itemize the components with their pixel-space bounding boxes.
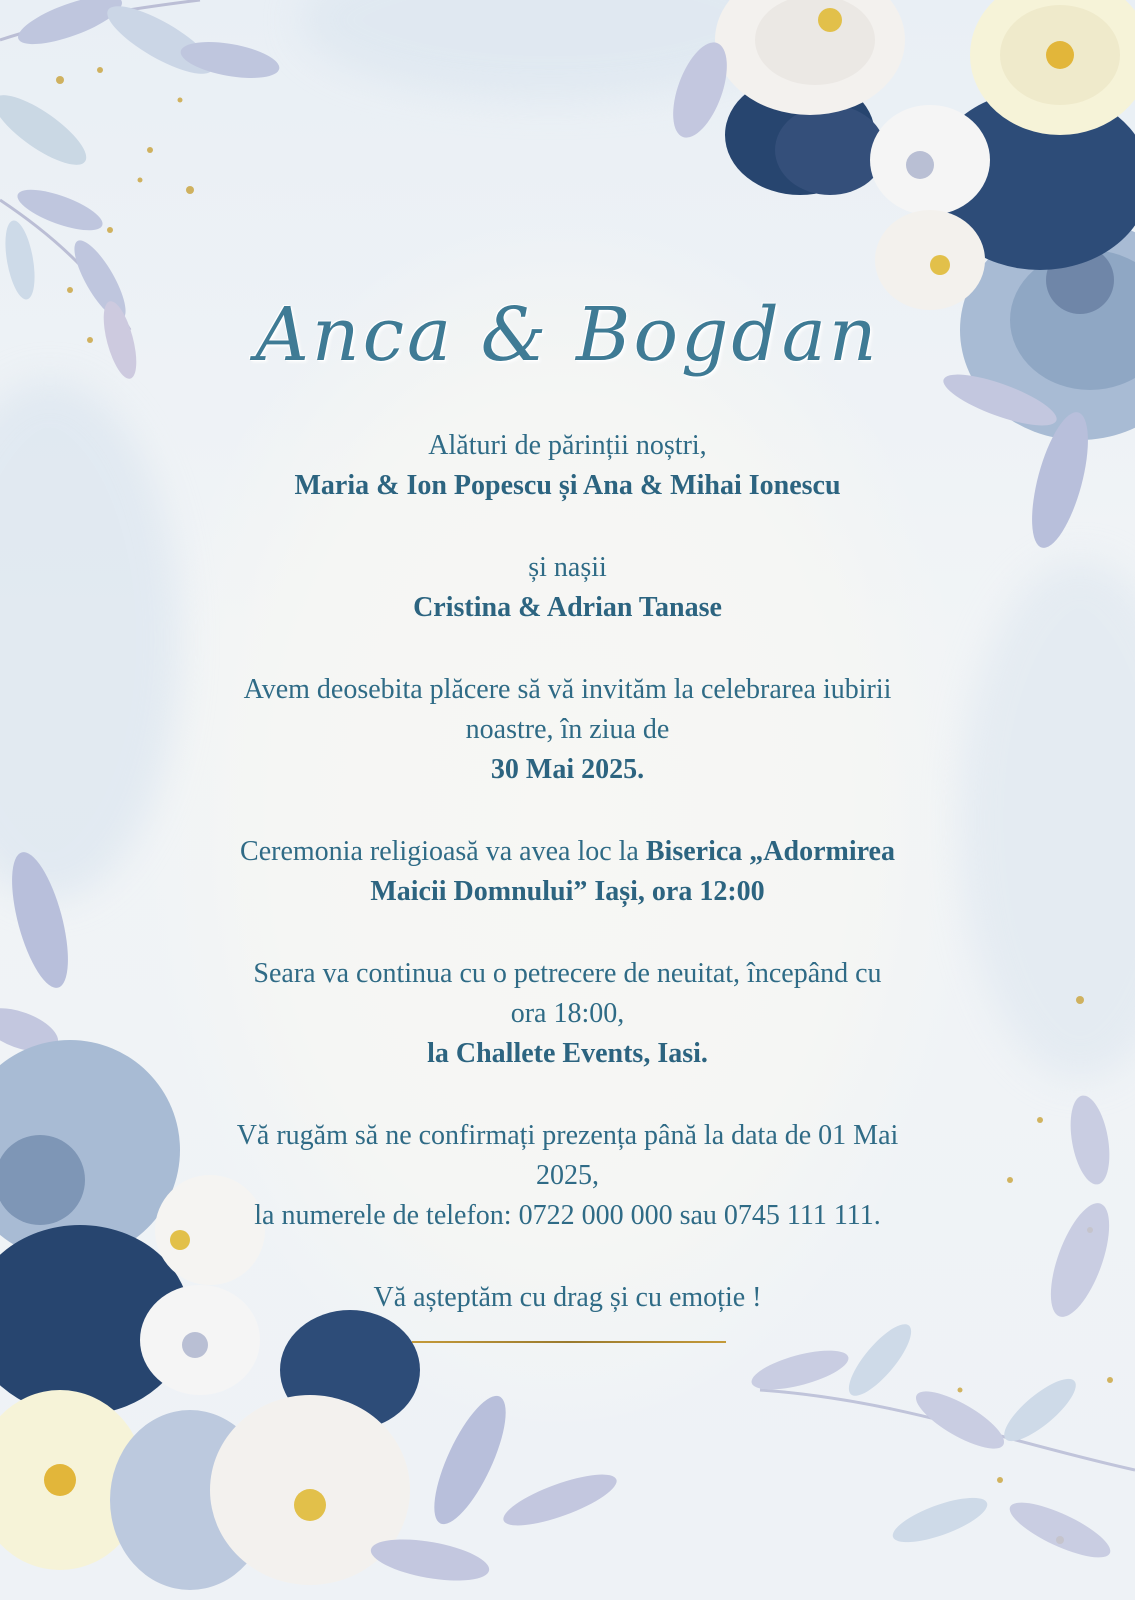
rsvp-phone-numbers: la numerele de telefon: 0722 000 000 sau 0745 111 111. bbox=[254, 1200, 881, 1231]
party-venue: la Challete Events, Iasi. bbox=[427, 1038, 708, 1069]
invitation-line-1: Avem deosebita plăcere să vă invităm la celebrarea iubirii bbox=[243, 674, 892, 705]
invitation-line-2: noastre, în ziua de bbox=[465, 714, 670, 745]
closing-line: Vă așteptăm cu drag și cu emoție ! bbox=[373, 1282, 762, 1313]
couple-names: Anca & Bogdan bbox=[255, 292, 880, 378]
gold-divider bbox=[412, 1341, 726, 1343]
godparents-names: Cristina & Adrian Tanase bbox=[413, 592, 722, 623]
rsvp-line-2: 2025, bbox=[536, 1160, 599, 1191]
wedding-date: 30 Mai 2025. bbox=[490, 754, 645, 785]
intro-line: Alături de părinții noștri, bbox=[428, 430, 707, 461]
party-time: ora 18:00, bbox=[510, 998, 625, 1029]
party-line-1: Seara va continua cu o petrecere de neuitat, începând cu bbox=[253, 958, 882, 989]
rsvp-line-1: Vă rugăm să ne confirmați prezența până la data de 01 Mai bbox=[236, 1120, 899, 1151]
ceremony-line-1 bbox=[150, 836, 985, 868]
godparents-line: și nașii bbox=[528, 552, 607, 583]
parents-names: Maria & Ion Popescu și Ana & Mihai Ionescu bbox=[294, 470, 841, 501]
ceremony-line-2: Maicii Domnului” Iași, ora 12:00 bbox=[370, 876, 765, 907]
church-name: Biserica „Adormirea bbox=[645, 836, 895, 867]
ceremony-text: Ceremonia religioasă va avea loc la bbox=[240, 836, 646, 867]
